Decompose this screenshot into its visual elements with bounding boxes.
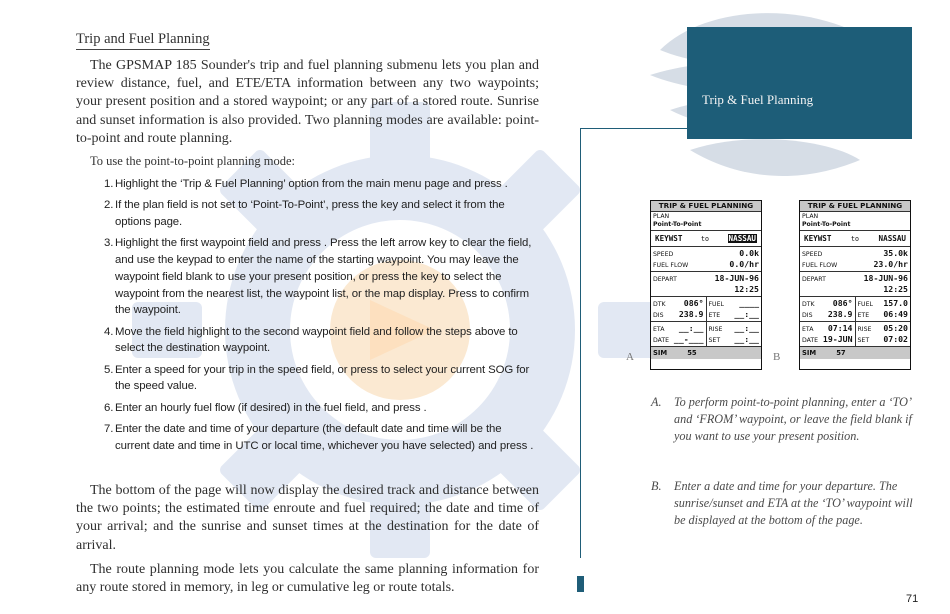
date-label: DATE [653,337,670,344]
to-waypoint: NASSAU [878,234,906,243]
screen-title: TRIP & FUEL PLANNING [651,201,761,212]
from-waypoint: KEYWST [655,234,683,243]
caption-b [651,478,913,530]
gps-screen-a [650,200,762,370]
date-label: DATE [802,337,819,344]
step-item: 4. Move the field highlight to the second waypoint field and follow the steps above to select the destination waypoint. [104,325,518,355]
speed-value: 0.0k [739,248,759,258]
to-waypoint: NASSAU [728,234,756,243]
caption-text: Enter a date and time for your departure. The sunrise/sunset and ETA at the ‘TO’ waypoint will be displayed at the bottom of the page. [674,479,913,528]
dis-label: DIS [802,312,813,319]
caption-a [651,394,913,446]
divider-line [580,128,581,558]
step-item: 6. Enter an hourly fuel flow (if desired) in the fuel field, and press . [104,401,427,414]
step-item: 7. Enter the date and time of your departure (the default date and time will be the current date and time in UTC or local time, whichever you have selected) and press . [104,422,534,452]
eta-value: 07:14 [827,323,853,333]
set-value: __:__ [734,334,759,344]
plan-value: Point-To-Point [802,221,851,228]
eta-value: __:__ [678,323,704,333]
section-title: Trip and Fuel Planning [76,30,210,50]
fuel-label: FUEL [708,301,724,308]
fuel-flow-label: FUEL FLOW [802,262,838,269]
ete-label: ETE [708,312,721,319]
rise-label: RISE [708,326,723,333]
page-number: 71 [906,593,919,605]
caption-text: To perform point-to-point planning, enter a ‘TO’ and ‘FROM’ waypoint, or leave the field blank if you want to use your present position. [674,395,912,444]
sim-value: 57 [836,349,846,357]
depart-time: 12:25 [734,284,759,294]
dtk-label: DTK [802,301,815,308]
dis-value: 238.9 [827,309,853,319]
from-waypoint: KEYWST [804,234,832,243]
rise-value: __:__ [734,323,759,333]
step-item: 2. If the plan field is not set to ‘Point-To-Point’, press the key and select it from the options page. [104,199,505,228]
depart-label: DEPART [653,276,677,283]
intro-paragraph: The GPSMAP 185 Sounder's trip and fuel planning submenu lets you plan and review distance, fuel, and ETE/ETA information between any two waypoints; your present position and a stored waypoint; or any part of a stored route. Sunrise and sunset information is also provided. Two planning modes are available: point-to-point and route planning. [76,58,539,146]
sim-label: SIM [802,349,817,357]
plan-label: PLAN [653,213,670,220]
divider-line [580,128,688,129]
caption-letter: A. [651,395,662,409]
section-tab-label: Trip & Fuel Planning [702,92,814,107]
dis-value: 238.9 [678,309,704,319]
set-label: SET [708,337,721,344]
status-bar [800,347,910,359]
depart-date: 18-JUN-96 [714,273,759,283]
plan-label: PLAN [802,213,819,220]
speed-label: SPEED [802,251,823,258]
ete-label: ETE [857,312,870,319]
speed-value: 35.0k [883,248,908,258]
sim-label: SIM [653,349,668,357]
depart-time: 12:25 [883,284,908,294]
fuel-flow-value: 0.0/hr [729,259,759,269]
step-item: 1. Highlight the ‘Trip & Fuel Planning’ option from the main menu page and press . [104,178,508,190]
eta-label: ETA [802,326,814,333]
sim-value: 55 [687,349,697,357]
steps-list [104,176,534,459]
status-bar [651,347,761,359]
caption-letter: B. [651,479,662,493]
fuel-value: 157.0 [883,298,908,308]
dtk-value: 086° [683,298,704,308]
dis-label: DIS [653,312,664,319]
dtk-value: 086° [832,298,853,308]
procedure-subheading: To use the point-to-point planning mode: [90,154,295,168]
to-word: to [701,235,709,243]
set-label: SET [857,337,870,344]
figure-letter-a: A [626,351,634,363]
rise-value: 05:20 [883,323,908,333]
fuel-flow-label: FUEL FLOW [653,262,689,269]
rise-label: RISE [857,326,872,333]
depart-label: DEPART [802,276,826,283]
eta-label: ETA [653,326,665,333]
depart-date: 18-JUN-96 [863,273,908,283]
gps-screen-b [799,200,911,370]
fuel-value: ____ [739,298,759,308]
date-value: __-___ [673,334,704,344]
screen-title: TRIP & FUEL PLANNING [800,201,910,212]
section-tab [687,27,912,139]
fuel-flow-value: 23.0/hr [873,259,908,269]
dtk-label: DTK [653,301,666,308]
date-value: 19-JUN [822,334,853,344]
ete-value: __:__ [734,309,759,319]
ete-value: 06:49 [883,309,908,319]
margin-marker [577,576,584,592]
step-item: 3. Highlight the first waypoint field and press . Press the left arrow key to clear the field, and use the keypad to enter the name of the starting waypoint. You may leave the waypoint field blank to use your present position, or press the key to select the waypoint from the nearest list, the waypoint list, or the map display. Press to confirm the waypoint. [104,237,532,317]
plan-value: Point-To-Point [653,221,702,228]
fuel-label: FUEL [857,301,873,308]
figure-letter-b: B [773,351,781,363]
route-planning-paragraph: The route planning mode lets you calculate the same planning information for any route stored in memory, in leg or cumulative leg or route totals. [76,562,539,596]
to-word: to [851,235,859,243]
results-paragraph: The bottom of the page will now display the desired track and distance between the two points; the estimated time enroute and fuel required; the date and time of your arrival; and the sunrise and sunset times at the destination for the date of arrival. [76,483,539,553]
speed-label: SPEED [653,251,674,258]
step-item: 5. Enter a speed for your trip in the speed field, or press to select your current SOG for the speed value. [104,363,530,393]
set-value: 07:02 [883,334,908,344]
